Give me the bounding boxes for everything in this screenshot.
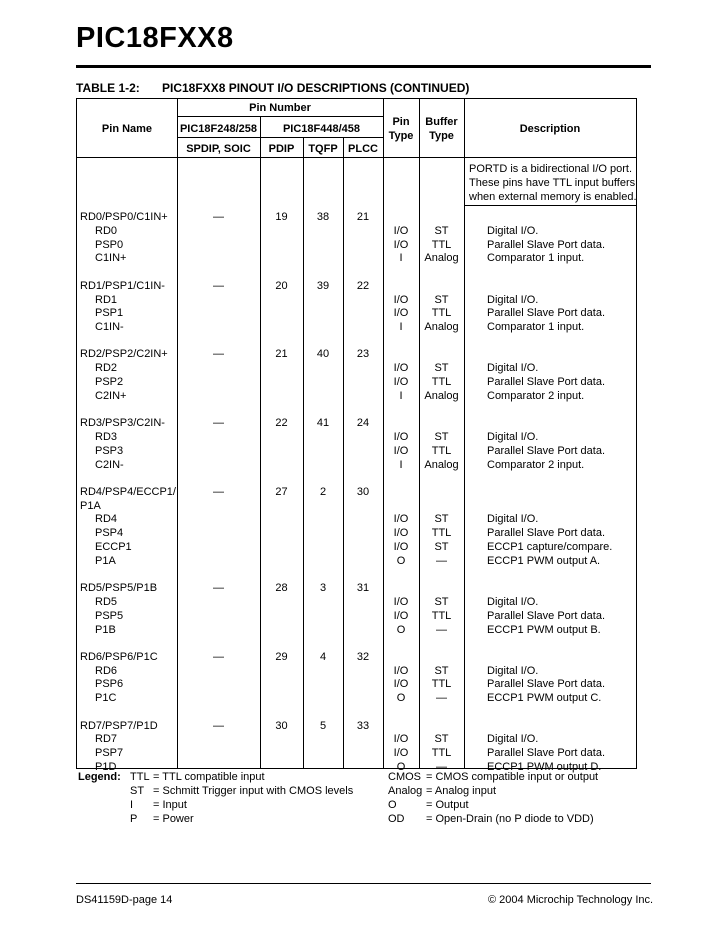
header-pin-number: Pin Number — [249, 102, 311, 114]
pin-pdip: 19 — [275, 211, 288, 223]
pin-type: I/O — [393, 541, 409, 553]
pin-description: Comparator 1 input. — [487, 321, 585, 334]
sub-pin-name: PSP3 — [95, 444, 124, 457]
pin-name: P1A — [80, 499, 101, 512]
pin-description: Parallel Slave Port data. — [487, 747, 606, 760]
pin-description: ECCP1 PWM output D. — [487, 760, 602, 773]
legend-text: = Open-Drain (no P diode to VDD) — [426, 813, 594, 825]
pin-name: RD2/PSP2/C2IN+ — [80, 348, 168, 361]
buffer-type: ST — [434, 664, 449, 677]
col-divider — [303, 137, 304, 768]
pin-type: O — [396, 692, 406, 705]
pin-description: Parallel Slave Port data. — [487, 609, 606, 622]
buffer-type: Analog — [424, 252, 459, 265]
legend-abbr: P — [130, 813, 138, 825]
header-pin-name: Pin Name — [101, 123, 153, 135]
header-pin-type — [383, 115, 419, 143]
pin-tqfp: 3 — [319, 582, 327, 595]
pin-tqfp: 40 — [316, 348, 330, 361]
pin-name: RD3/PSP3/C2IN- — [80, 417, 165, 430]
pin-description: Digital I/O. — [487, 224, 539, 237]
pin-description: Digital I/O. — [487, 293, 539, 306]
buffer-type: ST — [434, 595, 449, 608]
pin-name: RD1/PSP1/C1IN- — [80, 279, 165, 292]
pin-pdip: 27 — [275, 485, 288, 498]
col-divider — [464, 99, 465, 768]
title-rule — [76, 65, 651, 68]
pin-type: O — [396, 623, 406, 636]
table-title: PIC18FXX8 PINOUT I/O DESCRIPTIONS (CONTINUED) — [162, 81, 470, 95]
pin-description: Digital I/O. — [487, 664, 539, 677]
legend-text: = CMOS compatible input or output — [426, 771, 599, 783]
legend-label: Legend: — [78, 771, 121, 783]
legend-text: = Power — [153, 813, 194, 825]
pin-pdip: 20 — [275, 279, 288, 292]
buffer-type: ST — [434, 362, 449, 375]
sub-pin-name: P1C — [95, 692, 117, 705]
buffer-type: TTL — [431, 609, 452, 622]
buffer-type: Analog — [424, 389, 459, 402]
footer-rule — [76, 883, 651, 884]
pin-type: I/O — [393, 376, 409, 388]
pin-plcc: 33 — [356, 719, 370, 732]
pin-pdip: 30 — [275, 719, 288, 732]
sub-pin-name: PSP7 — [95, 747, 124, 760]
intro-rule — [464, 205, 636, 206]
sub-pin-name: P1D — [95, 760, 117, 773]
buffer-type: TTL — [431, 527, 452, 540]
pin-name: RD7/PSP7/P1D — [80, 719, 158, 732]
pin-description: Comparator 1 input. — [487, 252, 585, 265]
pin-pdip: 22 — [275, 417, 288, 430]
header-pin-type-line2: Type — [388, 130, 414, 142]
header-spdip: SPDIP, SOIC — [186, 143, 251, 155]
legend-abbr: Analog — [388, 785, 423, 797]
pin-plcc: 21 — [356, 211, 370, 223]
pin-plcc: 24 — [356, 417, 370, 430]
legend-text: = Analog input — [426, 785, 497, 797]
col-divider — [177, 99, 178, 768]
header-tqfp: TQFP — [308, 143, 338, 155]
pin-plcc: 30 — [356, 485, 370, 498]
header-description: Description — [519, 123, 581, 135]
pin-description: Parallel Slave Port data. — [487, 678, 606, 691]
pin-type: I/O — [393, 595, 409, 608]
buffer-type: Analog — [424, 458, 459, 471]
header-pin-type-line1: Pin — [392, 116, 410, 128]
pin-type: I/O — [393, 527, 409, 540]
pin-description: Digital I/O. — [487, 733, 539, 746]
pin-description: Digital I/O. — [487, 362, 539, 375]
header-buffer-type — [419, 115, 464, 143]
col-divider — [343, 137, 344, 768]
header-rule — [77, 157, 636, 158]
pin-type: I — [399, 458, 403, 471]
pin-type: I/O — [393, 444, 409, 457]
pin-type: I/O — [393, 609, 409, 622]
sub-pin-name: P1B — [95, 623, 116, 636]
buffer-type: — — [436, 692, 447, 705]
pin-description: Digital I/O. — [487, 430, 539, 443]
legend-abbr: OD — [388, 813, 405, 825]
intro-line: PORTD is a bidirectional I/O port. — [469, 163, 633, 175]
buffer-type: TTL — [431, 444, 452, 457]
sub-pin-name: RD4 — [95, 513, 118, 526]
table-label: TABLE 1-2: — [76, 81, 140, 95]
pin-description: Parallel Slave Port data. — [487, 444, 606, 457]
legend-text: = Schmitt Trigger input with CMOS levels — [153, 785, 354, 797]
intro-line: These pins have TTL input buffers — [469, 177, 636, 189]
sub-pin-name: C2IN+ — [95, 389, 127, 402]
sub-pin-name: C1IN- — [95, 321, 124, 334]
pin-type: I/O — [393, 430, 409, 443]
sub-pin-name: C2IN- — [95, 458, 124, 471]
sub-pin-name: PSP5 — [95, 609, 124, 622]
header-plcc: PLCC — [348, 143, 378, 155]
legend-abbr: CMOS — [388, 771, 421, 783]
header-buffer-type-line2: Type — [429, 130, 454, 142]
pin-spdip: — — [213, 582, 224, 595]
pin-type: I/O — [393, 678, 409, 691]
pin-plcc: 22 — [356, 279, 370, 292]
legend-abbr: ST — [130, 785, 145, 797]
pin-tqfp: 39 — [316, 279, 330, 292]
pin-type: I/O — [393, 362, 409, 375]
pin-pdip: 28 — [275, 582, 288, 595]
pin-type: I/O — [393, 224, 409, 237]
sub-pin-name: RD1 — [95, 293, 118, 306]
pin-type: I/O — [393, 733, 409, 746]
pin-description: Parallel Slave Port data. — [487, 527, 606, 540]
sub-pin-name: C1IN+ — [95, 252, 127, 265]
pin-plcc: 31 — [356, 582, 370, 595]
buffer-type: ST — [434, 541, 449, 553]
intro-line: when external memory is enabled. — [469, 191, 637, 203]
buffer-type: TTL — [431, 238, 452, 251]
buffer-type: ST — [434, 733, 449, 746]
pin-type: I — [399, 389, 403, 402]
buffer-type: TTL — [431, 307, 452, 320]
sub-pin-name: RD2 — [95, 362, 118, 375]
pin-type: I/O — [393, 513, 409, 526]
buffer-type: ST — [434, 513, 449, 526]
legend-abbr: O — [388, 799, 397, 811]
pin-description: ECCP1 PWM output C. — [487, 692, 602, 705]
pin-type: O — [396, 760, 406, 773]
pin-description: Comparator 2 input. — [487, 389, 585, 402]
sub-pin-name: ECCP1 — [95, 541, 132, 553]
header-pic448: PIC18F448/458 — [282, 123, 361, 135]
sub-pin-name: RD0 — [95, 224, 118, 237]
pin-description: ECCP1 PWM output A. — [487, 554, 601, 567]
pin-spdip: — — [213, 485, 224, 498]
legend-text: = Input — [153, 799, 187, 811]
pin-pdip: 29 — [275, 650, 288, 663]
pin-plcc: 23 — [356, 348, 370, 361]
pin-description: Digital I/O. — [487, 595, 539, 608]
pin-tqfp: 2 — [319, 485, 327, 498]
header-buffer-type-line1: Buffer — [425, 116, 458, 128]
pin-spdip: — — [213, 348, 224, 361]
pin-spdip: — — [213, 211, 224, 223]
pin-description: ECCP1 PWM output B. — [487, 623, 601, 636]
buffer-type: TTL — [431, 376, 452, 388]
sub-pin-name: PSP0 — [95, 238, 124, 251]
pin-type: I — [399, 321, 403, 334]
footer-copyright: © 2004 Microchip Technology Inc. — [488, 894, 654, 906]
buffer-type: — — [436, 623, 447, 636]
pin-description: Parallel Slave Port data. — [487, 238, 606, 251]
pin-spdip: — — [213, 417, 224, 430]
pin-spdip: — — [213, 279, 224, 292]
buffer-type: TTL — [431, 678, 452, 691]
pin-spdip: — — [213, 719, 224, 732]
legend-text: = TTL compatible input — [153, 771, 265, 783]
pin-description: Digital I/O. — [487, 513, 539, 526]
sub-pin-name: PSP2 — [95, 376, 124, 388]
pin-type: O — [396, 554, 406, 567]
document-title: PIC18FXX8 — [76, 22, 234, 54]
header-rule — [177, 116, 383, 117]
legend-text: = Output — [426, 799, 469, 811]
sub-pin-name: RD7 — [95, 733, 118, 746]
sub-pin-name: RD6 — [95, 664, 118, 677]
pin-name: RD6/PSP6/P1C — [80, 650, 158, 663]
sub-pin-name: RD5 — [95, 595, 118, 608]
pin-tqfp: 38 — [316, 211, 330, 223]
pin-description: Parallel Slave Port data. — [487, 307, 606, 320]
pin-tqfp: 5 — [319, 719, 327, 732]
buffer-type: ST — [434, 293, 449, 306]
buffer-type: ST — [434, 430, 449, 443]
pin-tqfp: 4 — [319, 650, 327, 663]
header-pdip: PDIP — [268, 143, 295, 155]
legend — [76, 768, 635, 828]
pin-type: I/O — [393, 307, 409, 320]
pin-name: RD5/PSP5/P1B — [80, 582, 158, 595]
pin-pdip: 21 — [275, 348, 288, 361]
pinout-table — [76, 98, 637, 773]
pin-name: RD4/PSP4/ECCP1/ — [80, 485, 176, 498]
pin-type: I — [399, 252, 403, 265]
pin-type: I/O — [393, 747, 409, 760]
pin-type: I/O — [393, 664, 409, 677]
legend-abbr: TTL — [130, 771, 150, 783]
sub-pin-name: PSP6 — [95, 678, 124, 691]
pin-spdip: — — [213, 650, 224, 663]
header-pic248: PIC18F248/258 — [179, 123, 258, 135]
legend-abbr: I — [130, 799, 134, 811]
pin-tqfp: 41 — [316, 417, 330, 430]
buffer-type: Analog — [424, 321, 459, 334]
header-rule — [177, 137, 383, 138]
buffer-type: — — [436, 760, 447, 773]
footer-page: DS41159D-page 14 — [76, 894, 173, 906]
buffer-type: — — [436, 554, 447, 567]
pin-name: RD0/PSP0/C1IN+ — [80, 211, 168, 223]
buffer-type: ST — [434, 224, 449, 237]
pin-type: I/O — [393, 293, 409, 306]
pin-type: I/O — [393, 238, 409, 251]
buffer-type: TTL — [431, 747, 452, 760]
sub-pin-name: RD3 — [95, 430, 118, 443]
pin-description: Comparator 2 input. — [487, 458, 585, 471]
pin-description: ECCP1 capture/compare. — [487, 541, 613, 553]
sub-pin-name: PSP1 — [95, 307, 124, 320]
pin-description: Parallel Slave Port data. — [487, 376, 606, 388]
sub-pin-name: PSP4 — [95, 527, 124, 540]
sub-pin-name: P1A — [95, 554, 116, 567]
pin-plcc: 32 — [356, 650, 370, 663]
table-caption — [76, 81, 470, 95]
